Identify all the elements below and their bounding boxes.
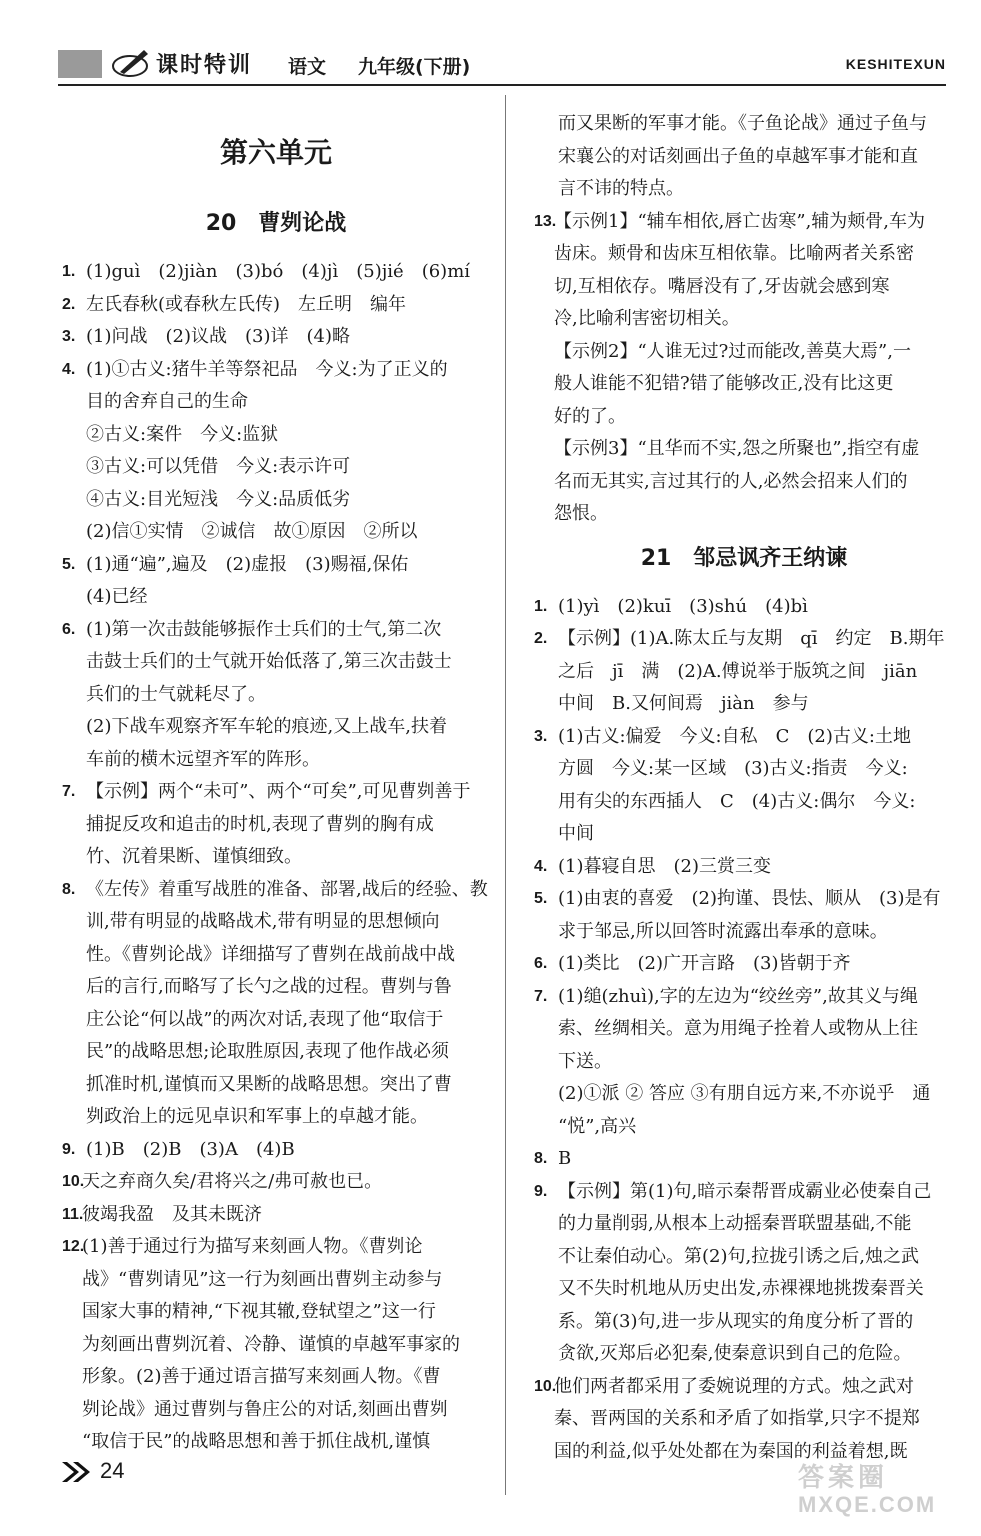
header-gray-block [58,50,102,78]
answer-text-line: 般人谁能不犯错?错了能够改正,没有比这更 [554,373,894,394]
watermark-line-1: 答案圈 [798,1462,889,1492]
answer-number: 7. [534,987,548,1005]
answer-text-line: 形象。(2)善于通过语言描写来刻画人物。《曹 [82,1366,441,1387]
answer-item [534,1371,954,1469]
answer-text-line: ③古义:可以凭借 今义:表示许可 [86,456,351,477]
answer-number: 6. [62,620,76,638]
answer-item [62,874,490,1134]
answer-text-line: (1)yì (2)kuī (3)shú (4)bì [558,595,808,617]
answer-text-line: 又不失时机地从历史出发,赤裸裸地挑拨秦晋关 [558,1278,924,1299]
answer-text-line: 中间 [558,823,594,844]
answer-text-line: 民”的战略思想;论取胜原因,表现了他作战必须 [86,1041,449,1062]
answer-item [62,1134,490,1167]
answer-text-line: 方圆 今义:某一区域 (3)古义:指责 今义: [558,758,908,779]
answer-text-line: 的力量削弱,从根本上动摇秦晋联盟基础,不能 [558,1213,912,1234]
answer-text-line: 宋襄公的对话刻画出子鱼的卓越军事才能和直 [558,145,918,167]
answer-text-line: (1)善于通过行为描写来刻画人物。《曹刿论 [82,1236,423,1257]
header-subject: 语文 [288,56,327,78]
answer-item [62,321,490,354]
answer-number: 5. [62,555,76,573]
answer-text-line: 刿政治上的远见卓识和军事上的卓越才能。 [86,1106,428,1127]
answer-item [534,981,954,1144]
lesson-21-answers [534,591,954,1469]
lesson-20-answer-13 [534,206,954,531]
answer-text-line: (1)B (2)B (3)A (4)B [86,1138,295,1160]
answer-number: 13. [534,212,557,230]
answer-number: 10. [534,1377,557,1395]
right-column [534,108,954,1468]
answer-text-line: 用有尖的东西插人 C (4)古义:偶尔 今义: [558,790,916,812]
answer-item [534,1143,954,1176]
answer-number: 3. [62,328,76,345]
answer-text-line: 为刻画出曹刿沉着、冷静、谨慎的卓越军事家的 [82,1333,460,1355]
page-footer [60,1452,260,1492]
lesson-20-title: 20 曹刿论战 [205,211,347,236]
answer-text-line: ②古义:案件 今义:监狱 [86,423,279,445]
answer-number: 9. [62,1140,76,1158]
answer-text-line: ④古义:目光短浅 今义:品质低劣 [86,488,351,510]
answer-text-line: 刿论战》通过曹刿与鲁庄公的对话,刻画出曹刿 [82,1398,448,1420]
answer-text-line: (2)下战车观察齐军车轮的痕迹,又上战车,扶着 [86,716,447,737]
answer-item [534,623,954,721]
answer-text-line: 竹、沉着果断、谨慎细致。 [86,846,302,867]
answer-text-line: 言不讳的特点。 [558,178,684,199]
site-watermark [798,1462,958,1526]
left-column [62,108,490,1459]
answer-text-line: 之后 jī 满 (2)A.傅说举于版筑之间 jiān [558,660,918,682]
answer-text-line: 目的舍弃自己的生命 [86,391,248,412]
answer-text-line: 下送。 [558,1050,612,1072]
watermark-line-2: MXQE.COM [798,1492,937,1517]
answer-text-line: 冷,比喻利害密切相关。 [554,308,740,329]
answer-text-line: 天之弃商久矣/君将兴之/弗可赦也已。 [82,1171,383,1192]
answer-number: 8. [62,880,76,898]
answer-number: 5. [534,890,548,907]
answer-text-line: 秦、晋两国的关系和矛盾了如指掌,只字不提郑 [554,1408,920,1429]
answer-text-line: 他们两者都采用了委婉说理的方式。烛之武对 [554,1375,914,1397]
answer-text-line: 【示例】两个“未可”、两个“可矣”,可见曹刿善于 [86,781,471,802]
answer-text-line: 【示例2】“人谁无过?过而能改,善莫大焉”,一 [554,340,911,362]
answer-number: 6. [534,955,548,972]
answer-text-line: (1)缒(zhuì),字的左边为“绞丝旁”,故其义与绳 [558,985,918,1007]
answer-text-line: 后的言行,而略写了长勺之战的过程。曹刿与鲁 [86,976,452,997]
answer-item [62,1199,490,1232]
answer-number: 1. [62,263,76,280]
answer-text-line: (1)由衷的喜爱 (2)拘谨、畏怯、顺从 (3)是有 [558,888,941,909]
answer-text-line: (1)通“遍”,遍及 (2)虚报 (3)赐福,保佑 [86,553,409,575]
lesson-21-title: 21 邹忌讽齐王纳谏 [640,545,848,571]
page-header [58,44,946,86]
header-grade: 九年级(下册) [358,56,471,78]
pen-logo-icon [110,46,154,80]
answer-text-line: 战》“曹刿请见”这一行为刻画出曹刿主动参与 [82,1268,443,1290]
answer-item [534,1176,954,1371]
answer-number: 7. [62,783,76,800]
answer-item [534,883,954,948]
answer-item [534,948,954,981]
answer-number: 2. [62,295,76,313]
answer-text-line: 抓准时机,谨慎而又果断的战略思想。突出了曹 [86,1073,452,1095]
answer-text-line: 【示例】(1)A.陈太丘与友期 qī 约定 B.期年 [558,628,945,649]
answer-text-line: (1)问战 (2)议战 (3)详 (4)略 [86,326,350,347]
answer-item [62,354,490,549]
answer-text-line: 击鼓士兵们的士气就开始低落了,第三次击鼓士 [86,651,452,672]
answer-text-line: 中间 B.又何间焉 jiàn 参与 [558,693,809,714]
answer-text-line: 齿床。颊骨和齿床互相依靠。比喻两者关系密 [554,243,914,264]
answer-text-line: 求于邹忌,所以回答时流露出奉承的意味。 [558,920,888,942]
answer-item [534,206,954,531]
answer-text-line: (1)第一次击鼓能够振作士兵们的士气,第二次 [86,618,442,640]
answer-number: 3. [534,727,548,745]
answer-text-line: B [558,1148,572,1169]
answer-text-line: (2)①派 ② 答应 ③有朋自远方来,不亦说乎 通 [558,1083,931,1104]
answer-text-line: (4)已经 [86,586,148,607]
lesson-20-answer-12-continued [534,108,954,206]
unit-title: 第六单元 [219,136,332,169]
answer-text-line: 索、丝绸相关。意为用绳子拴着人或物从上往 [558,1018,918,1039]
lesson-20-answers [62,256,490,1459]
answer-text-line: 好的了。 [554,405,626,427]
answer-text-line: 彼竭我盈 及其未既济 [82,1203,262,1225]
answer-number: 8. [534,1150,548,1167]
answer-item [62,1231,490,1459]
answer-text-line: 训,带有明显的战略战术,带有明显的思想倾向 [86,911,440,932]
header-pinyin-brand: KESHITEXUN [845,56,946,72]
answer-number: 11. [62,1205,84,1223]
answer-text-line: 兵们的士气就耗尽了。 [86,683,266,705]
answer-text-line: (1)暮寝自思 (2)三赏三变 [558,855,771,877]
double-chevron-right-icon [60,1460,92,1484]
answer-text-line: 系。第(3)句,进一步从现实的角度分析了晋的 [558,1310,914,1332]
answer-text-line: “取信于民”的战略思想和善于抓住战机,谨慎 [82,1431,431,1452]
answer-text-line: “悦”,高兴 [558,1115,637,1137]
answer-text-line: 贪欲,灭郑后必犯秦,使秦意识到自己的危险。 [558,1343,912,1364]
column-divider [505,95,506,1495]
answer-item [62,1166,490,1199]
answer-item [62,549,490,614]
answer-text-line: 【示例】第(1)句,暗示秦帮晋成霸业必使秦自己 [558,1180,932,1202]
answer-text-line: 车前的横木远望齐军的阵形。 [86,748,320,770]
answer-item [62,614,490,777]
answer-text-line: 不让秦伯动心。第(2)句,拉拢引诱之后,烛之武 [558,1245,919,1267]
answer-text-line: 【示例3】“且华而不实,怨之所聚也”,指空有虚 [554,438,920,459]
answer-text-line: 捕捉反攻和追击的时机,表现了曹刿的胸有成 [86,813,434,835]
answer-text-line: 性。《曹刿论战》详细描写了曹刿在战前战中战 [86,943,455,965]
header-brand: 课时特训 [156,53,253,78]
answer-item [62,776,490,874]
answer-text-line: (1)guì (2)jiàn (3)bó (4)jì (5)jié (6)mí [86,261,471,282]
answer-text-line: 切,互相依存。嘴唇没有了,牙齿就会感到寒 [554,275,890,297]
page-number: 24 [100,1458,125,1483]
answer-text-line: 名而无其实,言过其行的人,必然会招来人们的 [554,470,908,492]
answer-text-line: 而又果断的军事才能。《子鱼论战》通过子鱼与 [558,113,927,134]
answer-text-line: 国的利益,似乎处处都在为秦国的利益着想,既 [554,1440,908,1462]
answer-text-line: (2)信①实情 ②诚信 故①原因 ②所以 [86,521,418,542]
answer-text-line: (1)古义:偏爱 今义:自私 C (2)古义:土地 [558,725,911,747]
answer-text-line: 《左传》着重写战胜的准备、部署,战后的经验、教 [86,878,488,900]
answer-number: 4. [62,360,76,378]
answer-text-line: (1)①古义:猪牛羊等祭祀品 今义:为了正义的 [86,358,448,380]
answer-item [534,851,954,884]
answer-number: 9. [534,1182,548,1200]
answer-text-line: 庄公论“何以战”的两次对话,表现了他“取信于 [86,1008,444,1030]
answer-text-line: 【示例1】“辅车相依,唇亡齿寒”,辅为颊骨,车为 [554,210,926,232]
answer-item [62,289,490,322]
answer-number: 12. [62,1238,85,1255]
answer-number: 2. [534,630,548,647]
answer-number: 4. [534,857,548,875]
answer-text-line: 左氏春秋(或春秋左氏传) 左丘明 编年 [86,293,407,315]
answer-item [62,256,490,289]
answer-text-line: 国家大事的精神,“下视其辙,登轼望之”这一行 [82,1301,436,1322]
answer-item [534,721,954,851]
answer-text-line: 怨恨。 [554,503,608,524]
answer-number: 10. [62,1173,85,1190]
answer-item [534,591,954,624]
answer-text-line: (1)类比 (2)广开言路 (3)皆朝于齐 [558,953,851,974]
answer-number: 1. [534,597,548,615]
